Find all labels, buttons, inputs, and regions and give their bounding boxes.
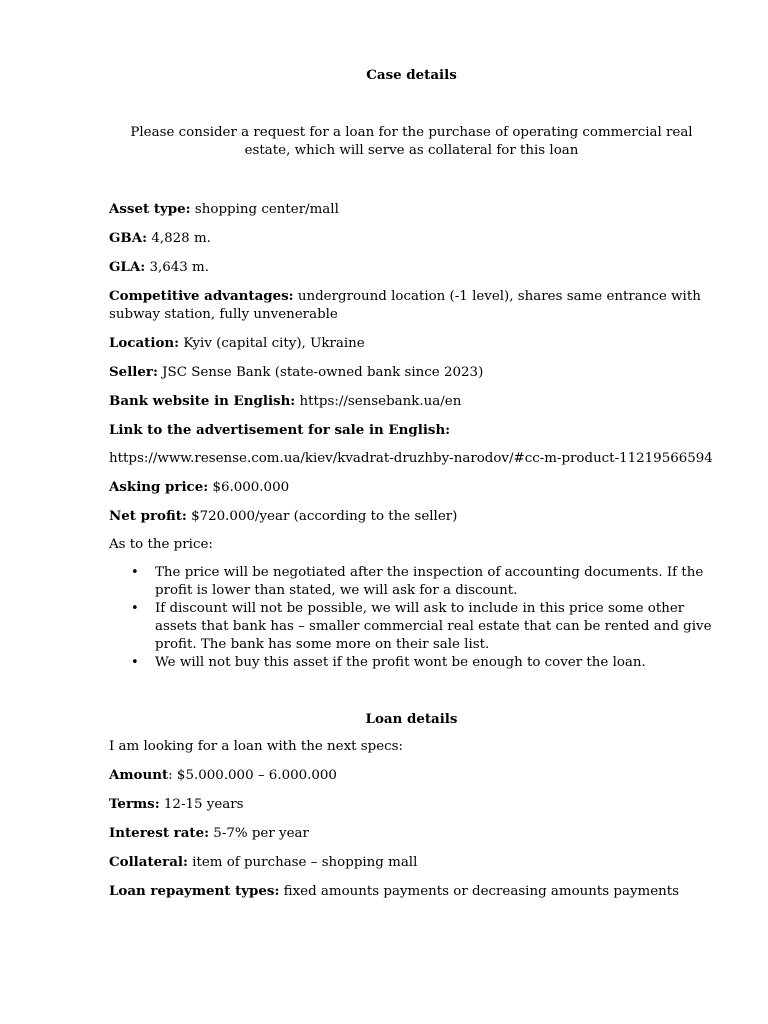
- field-label: Net profit:: [109, 508, 187, 524]
- field-label: Amount: [109, 767, 169, 783]
- price-bullet-list: [109, 564, 714, 672]
- field-terms: [109, 795, 714, 814]
- list-item: • We will not buy this asset if the profit wont be enough to cover the loan.: [155, 654, 714, 672]
- field-seller: [109, 363, 714, 382]
- field-label: Seller:: [109, 364, 158, 380]
- field-gla: [109, 258, 714, 277]
- field-value: : $5.000.000 – 6.000.000: [168, 768, 337, 783]
- list-item: • If discount will not be possible, we will ask to include in this price some other assets that bank has – smaller commercial real estate that can be rented and give profit. The bank has some more on their sale list.: [155, 600, 714, 654]
- field-label: Asking price:: [109, 479, 209, 495]
- field-value: 4,828 m.: [147, 231, 211, 246]
- field-label: Asset type:: [109, 201, 191, 217]
- field-gba: [109, 229, 714, 248]
- field-value: JSC Sense Bank (state-owned bank since 2023): [157, 365, 484, 380]
- advertisement-link[interactable]: https://www.resense.com.ua/kiev/kvadrat-druzhby-narodov/#cc-m-product-11219566594: [109, 451, 713, 466]
- case-details-heading: Case details: [366, 67, 457, 83]
- field-label: Loan repayment types:: [109, 883, 280, 899]
- field-location: [109, 334, 714, 353]
- field-interest-rate: [109, 824, 714, 843]
- field-amount: [109, 766, 714, 785]
- field-value: fixed amounts payments or decreasing amounts payments: [279, 884, 680, 899]
- field-label: Bank website in English:: [109, 393, 296, 409]
- field-label: GBA:: [109, 230, 148, 246]
- field-asset-type: [109, 200, 714, 219]
- field-net-profit: [109, 507, 714, 526]
- field-label: GLA:: [109, 259, 146, 275]
- field-value: 12-15 years: [159, 797, 244, 812]
- case-intro-text: Please consider a request for a loan for the purchase of operating commercial real estate, which will serve as collateral for this loan: [130, 125, 693, 158]
- field-value: underground location (-1 level), shares same entrance with subway station, fully unvenerable: [109, 289, 701, 322]
- field-value: Kyiv (capital city), Ukraine: [179, 336, 365, 351]
- field-value: 5-7% per year: [209, 826, 309, 841]
- field-collateral: [109, 853, 714, 872]
- list-item: • The price will be negotiated after the inspection of accounting documents. If the profit is lower than stated, we will ask for a discount.: [155, 564, 714, 600]
- field-value: 3,643 m.: [145, 260, 209, 275]
- field-label: Terms:: [109, 796, 160, 812]
- field-label: Location:: [109, 335, 180, 351]
- loan-details-heading: Loan details: [365, 711, 458, 727]
- field-value: $6.000.000: [208, 480, 290, 495]
- field-bank-website: [109, 392, 714, 411]
- price-intro: As to the price:: [109, 537, 213, 552]
- field-ad-link-label: [109, 421, 714, 440]
- field-label: Link to the advertisement for sale in English:: [109, 422, 451, 438]
- field-value: shopping center/mall: [190, 202, 339, 217]
- loan-intro-text: I am looking for a loan with the next specs:: [109, 739, 404, 754]
- field-repayment-types: [109, 882, 714, 901]
- field-asking-price: [109, 478, 714, 497]
- field-competitive-advantages: [109, 287, 714, 324]
- field-value: $720.000/year (according to the seller): [186, 509, 458, 524]
- field-label: Interest rate:: [109, 825, 210, 841]
- field-value: item of purchase – shopping mall: [187, 855, 418, 870]
- field-label: Competitive advantages:: [109, 288, 294, 304]
- document-page: [109, 66, 714, 911]
- field-label: Collateral:: [109, 854, 188, 870]
- bank-website-link[interactable]: https://sensebank.ua/en: [295, 394, 462, 409]
